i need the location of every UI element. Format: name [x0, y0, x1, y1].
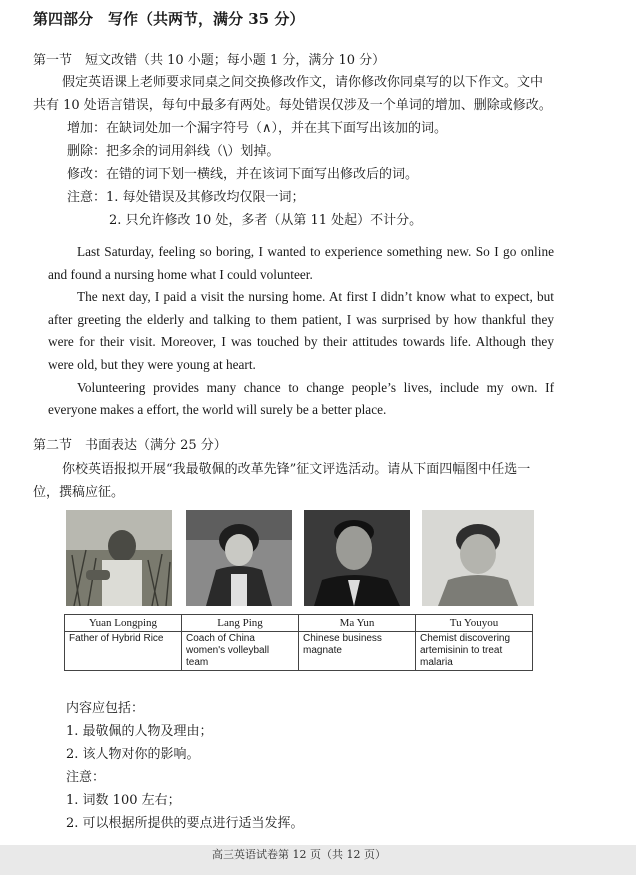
person-desc: Coach of China women's volleyball team — [182, 632, 299, 671]
person-desc: Father of Hybrid Rice — [65, 632, 182, 671]
essay-paragraph-2: The next day, I paid a visit the nursing home. At first I didn’t know what to expect, but after greeting the elderly and talking to them patient, I was surprised by how thankful they were for their visit. Moreover, I was touched by their attitudes towards life. Although they were old, but they were young at heart. — [48, 289, 554, 372]
rule-delete: 删除：把多余的词用斜线（\）划掉。 — [67, 144, 280, 159]
content-title: 内容应包括： — [66, 701, 145, 716]
page-footer: 高三英语试卷第 12 页（共 12 页） — [212, 848, 386, 861]
people-table — [64, 614, 533, 671]
photo-row — [66, 510, 534, 608]
rule-add: 增加：在缺词处加一个漏字符号（∧），并在其下面写出该加的词。 — [67, 121, 448, 136]
photo-lang-ping — [186, 510, 292, 606]
content-item-2: 2. 该人物对你的影响。 — [66, 747, 200, 762]
writing-note-2: 2. 可以根据所提供的要点进行适当发挥。 — [66, 816, 304, 831]
section2-title: 第二节 书面表达（满分 25 分） — [33, 438, 227, 453]
photo-ma-yun — [304, 510, 410, 606]
section1-title: 第一节 短文改错（共 10 小题；每小题 1 分，满分 10 分） — [33, 53, 386, 68]
person-name: Yuan Longping — [65, 615, 182, 632]
person-name: Lang Ping — [182, 615, 299, 632]
photo-tu-youyou — [422, 510, 534, 606]
section1-intro-line1: 假定英语课上老师要求同桌之间交换修改作文，请你修改你同桌写的以下作文。文中 — [62, 75, 544, 90]
writing-note-1: 1. 词数 100 左右； — [66, 793, 181, 808]
rule-modify: 修改：在错的词下划一横线，并在该词下面写出修改后的词。 — [67, 167, 419, 182]
note-2: 2. 只允许修改 10 处，多者（从第 11 处起）不计分。 — [109, 213, 423, 228]
photo-yuan-longping — [66, 510, 172, 606]
person-name: Ma Yun — [299, 615, 416, 632]
writing-note-title: 注意： — [66, 770, 106, 785]
essay-paragraph-1: Last Saturday, feeling so boring, I wanted to experience something new. So I go online and found a nursing home what I could volunteer. — [48, 244, 554, 282]
person-desc: Chinese business magnate — [299, 632, 416, 671]
person-desc: Chemist discovering artemisinin to treat malaria — [416, 632, 533, 671]
people-desc-row — [65, 632, 533, 671]
people-name-row — [65, 615, 533, 632]
section2-intro-line2: 位，撰稿应征。 — [33, 485, 125, 500]
essay-paragraph-3: Volunteering provides many chance to change people’s lives, include my own. If everyone makes a effort, the world will surely be a better place. — [48, 379, 554, 418]
person-name: Tu Youyou — [416, 615, 533, 632]
section1-intro-line2: 共有 10 处语言错误，每句中最多有两处。每处错误仅涉及一个单词的增加、删除或修改。 — [33, 98, 552, 113]
part-title: 第四部分 写作（共两节，满分 35 分） — [33, 10, 305, 28]
section2-intro-line1: 你校英语报拟开展“我最敬佩的改革先锋”征文评选活动。请从下面四幅图中任选一 — [62, 462, 531, 477]
essay-passage — [48, 241, 554, 422]
note-1: 注意：1. 每处错误及其修改均仅限一词； — [67, 190, 305, 205]
content-item-1: 1. 最敬佩的人物及理由； — [66, 724, 213, 739]
